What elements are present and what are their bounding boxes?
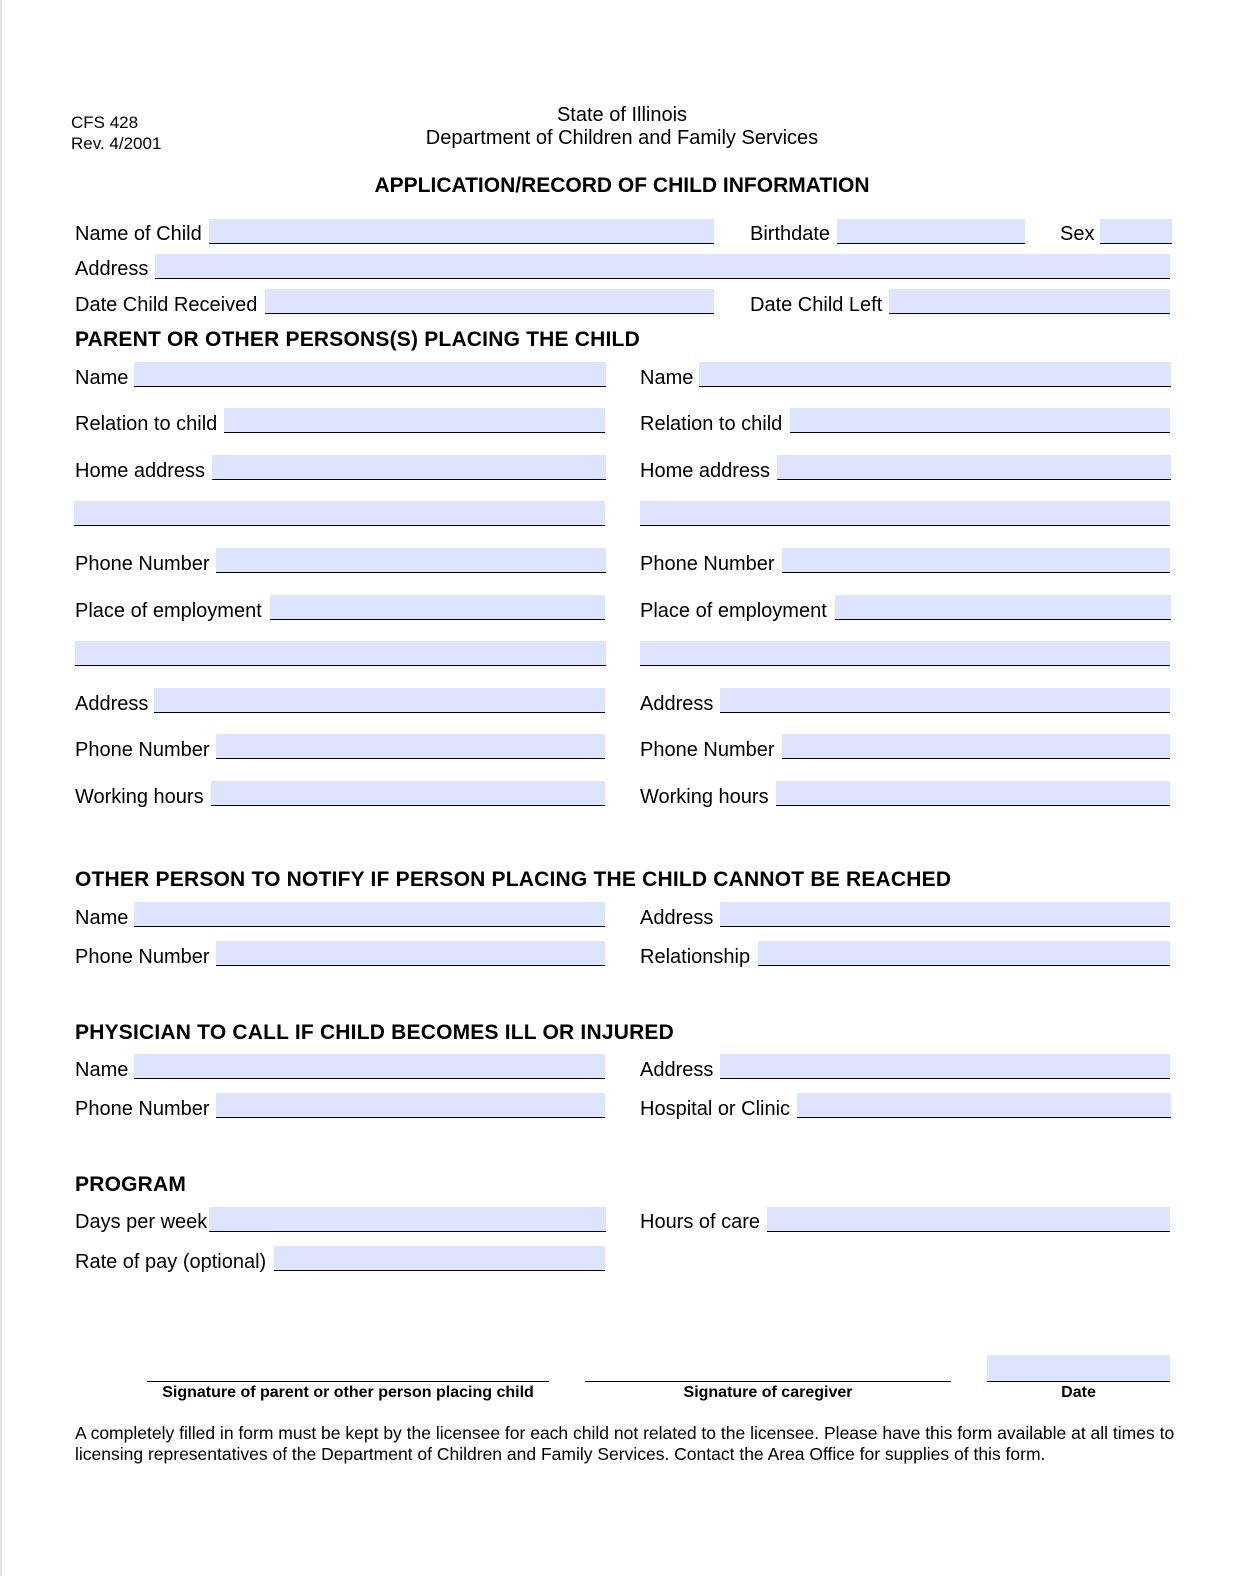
placing-heading: PARENT OR OTHER PERSONS(S) PLACING THE CHILD (75, 328, 640, 351)
placing-1-hours-label: Working hours (75, 786, 204, 808)
program-heading: PROGRAM (75, 1173, 187, 1196)
rate-of-pay-label: Rate of pay (optional) (75, 1251, 267, 1273)
rate-of-pay-field[interactable] (274, 1246, 605, 1271)
form-number: CFS 428 (71, 113, 139, 132)
placing-1-home-address-label: Home address (75, 460, 206, 482)
placing-2-phone-label: Phone Number (640, 553, 775, 575)
placing-2-work-phone-label: Phone Number (640, 739, 775, 761)
notify-name-label: Name (75, 907, 129, 929)
placing-2-name-field[interactable] (699, 362, 1171, 387)
form-revision: Rev. 4/2001 (71, 134, 162, 153)
signature-date-field[interactable] (987, 1355, 1170, 1382)
placing-2-work-phone-field[interactable] (782, 734, 1170, 759)
child-address-field[interactable] (155, 254, 1170, 279)
physician-address-label: Address (640, 1059, 714, 1081)
date-received-label: Date Child Received (75, 294, 258, 316)
placing-1-relation-label: Relation to child (75, 413, 218, 435)
placing-1-employment-line2-field[interactable] (75, 641, 606, 666)
notify-relationship-label: Relationship (640, 946, 751, 968)
placing-1-hours-field[interactable] (211, 781, 605, 806)
physician-phone-field[interactable] (216, 1093, 605, 1118)
placing-1-phone-field[interactable] (216, 548, 606, 573)
notify-address-label: Address (640, 907, 714, 929)
placing-2-name-label: Name (640, 367, 694, 389)
physician-heading: PHYSICIAN TO CALL IF CHILD BECOMES ILL OR INJURED (75, 1021, 675, 1044)
placing-1-employment-field[interactable] (270, 595, 605, 620)
notify-name-field[interactable] (134, 902, 605, 927)
days-per-week-field[interactable] (209, 1207, 606, 1232)
child-name-field[interactable] (209, 219, 714, 244)
placing-2-address-field[interactable] (720, 688, 1170, 713)
placing-2-home-address-label: Home address (640, 460, 771, 482)
physician-name-field[interactable] (134, 1054, 605, 1079)
date-left-field[interactable] (889, 289, 1170, 314)
physician-name-label: Name (75, 1059, 129, 1081)
placing-2-employment-field[interactable] (835, 595, 1171, 620)
page-edge (0, 0, 2, 1576)
state-name: State of Illinois (556, 104, 688, 126)
caregiver-signature-label: Signature of caregiver (683, 1384, 853, 1401)
sex-field[interactable] (1100, 219, 1172, 244)
placing-1-relation-field[interactable] (224, 408, 605, 433)
notify-relationship-field[interactable] (758, 941, 1170, 966)
placing-1-address-label: Address (75, 693, 149, 715)
form-id-block (71, 112, 161, 154)
days-per-week-label: Days per week (75, 1211, 208, 1233)
agency-block (322, 104, 922, 150)
notify-phone-field[interactable] (216, 941, 605, 966)
hours-of-care-label: Hours of care (640, 1211, 761, 1233)
hours-of-care-field[interactable] (767, 1207, 1170, 1232)
placing-2-employment-label: Place of employment (640, 600, 827, 622)
placing-2-home-address-field[interactable] (777, 455, 1171, 480)
hospital-label: Hospital or Clinic (640, 1098, 791, 1120)
physician-address-field[interactable] (720, 1054, 1170, 1079)
placing-1-home-address-field[interactable] (212, 455, 606, 480)
notify-heading: OTHER PERSON TO NOTIFY IF PERSON PLACING THE CHILD CANNOT BE REACHED (75, 868, 952, 891)
child-address-label: Address (75, 258, 149, 280)
placing-1-work-phone-label: Phone Number (75, 739, 210, 761)
date-left-label: Date Child Left (750, 294, 883, 316)
placing-1-name-label: Name (75, 367, 129, 389)
placing-1-home-address-line2-field[interactable] (74, 501, 605, 526)
parent-signature-line[interactable] (147, 1381, 549, 1382)
placing-2-employment-line2-field[interactable] (640, 641, 1170, 666)
footer-note: A completely filled in form must be kept by the licensee for each child not related to the licensee. Please have this form available at all times to licensing representatives of the Department of Children and Family Services. Contact the Area Office for supplies of this form. (75, 1423, 1175, 1464)
placing-1-phone-label: Phone Number (75, 553, 210, 575)
placing-1-work-phone-field[interactable] (216, 734, 605, 759)
placing-2-hours-field[interactable] (776, 781, 1170, 806)
form-title: APPLICATION/RECORD OF CHILD INFORMATION (374, 174, 870, 197)
date-received-field[interactable] (265, 289, 714, 314)
physician-phone-label: Phone Number (75, 1098, 210, 1120)
caregiver-signature-line[interactable] (585, 1381, 951, 1382)
placing-2-hours-label: Working hours (640, 786, 769, 808)
birthdate-label: Birthdate (750, 223, 831, 245)
placing-2-home-address-line2-field[interactable] (640, 501, 1170, 526)
parent-signature-label: Signature of parent or other person placing child (162, 1384, 534, 1401)
birthdate-field[interactable] (837, 219, 1025, 244)
hospital-field[interactable] (797, 1093, 1171, 1118)
notify-address-field[interactable] (720, 902, 1170, 927)
placing-1-address-field[interactable] (154, 688, 605, 713)
department-name: Department of Children and Family Services (425, 127, 819, 149)
placing-2-address-label: Address (640, 693, 714, 715)
child-name-label: Name of Child (75, 223, 202, 245)
placing-2-phone-field[interactable] (782, 548, 1170, 573)
placing-2-relation-field[interactable] (790, 408, 1170, 433)
placing-1-employment-label: Place of employment (75, 600, 262, 622)
placing-2-relation-label: Relation to child (640, 413, 783, 435)
notify-phone-label: Phone Number (75, 946, 210, 968)
placing-1-name-field[interactable] (134, 362, 606, 387)
signature-date-label: Date (1061, 1384, 1096, 1401)
sex-label: Sex (1060, 223, 1095, 245)
